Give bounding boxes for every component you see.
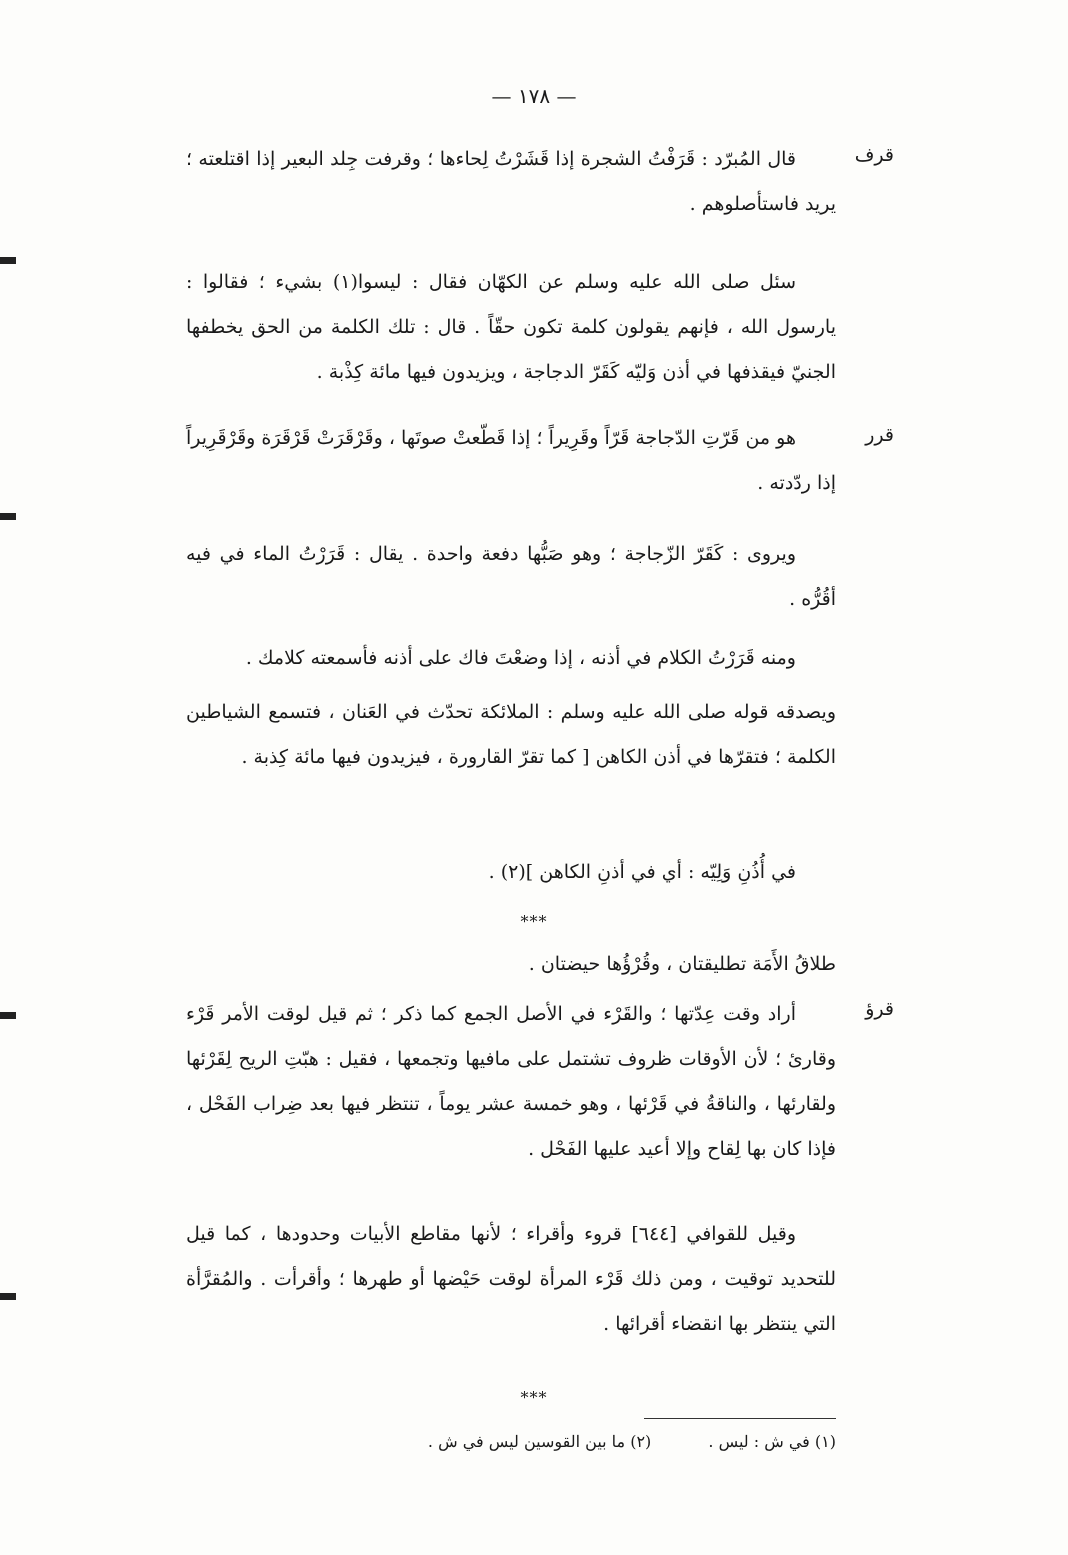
scan-edge-mark (0, 257, 16, 264)
section-separator: *** (520, 912, 548, 931)
paragraph-5: ومنه قَرَرْتُ الكلام في أذنه ، إذا وضعْتَ فاك على أذنه فأسمعته كلامك . (245, 647, 796, 669)
section-separator: *** (520, 1388, 548, 1407)
scan-edge-mark (0, 1293, 16, 1300)
entry-marker-qrr: قرر (865, 424, 894, 446)
paragraph-9: أراد وقت عِدّتها ؛ والقَرْء في الأصل الجمع كما ذكر ؛ ثم قيل لوقت الأمر قَرْء وقارئ ؛ لأن الأوقات ظروف تشتمل على مافيها وتجمعها ، فقيل : هبّتِ الريح لِقَرْئها ولقارئها ، والناقةُ في قَرْئها ، وهو خمسة عشر يوماً ، تنتظر فيها بعد ضِراب الفَحْل ، فإذا كان بها لِقاح وإلا أعيد عليها الفَحْل . (186, 1003, 836, 1160)
paragraph-4: ويروى : كَقَرّ الزّجاجة ؛ وهو صَبُّها دفعة واحدة . يقال : قَرَرْتُ الماء في فيه أقُرُّه . (186, 543, 836, 610)
paragraph-2: سئل صلى الله عليه وسلم عن الكهّان فقال : ليسوا(١) بشيء ؛ فقالوا : يارسول الله ، فإنهم يقولون كلمة تكون حقّاً . قال : تلك الكلمة من الحق يخطفها الجنيّ فيقذفها في أذن وَليّه كَقَرّ الدجاجة ، ويزيدون فيها مائة كِذْبة . (186, 271, 836, 383)
paragraph-10: وقيل للقوافي [٦٤٤] قروء وأقراء ؛ لأنها مقاطع الأبيات وحدودها ، كما قيل للتحديد توقيت ، ومن ذلك قَرْء المرأة لوقت حَيْضها أو طهرها ؛ وأقرأت . والمُقرَّأة التي ينتظر بها انقضاء أقرائها . (186, 1223, 836, 1335)
paragraph-7: في أُذُنِ وَلِيّه : أي في أذنِ الكاهن ](٢) . (488, 861, 796, 883)
paragraph-8: طلاقُ الأَمَة تطليقتان ، وقُرْؤُها حيضتان . (528, 953, 836, 975)
entry-marker-qr: قرؤ (865, 998, 894, 1020)
scan-edge-mark (0, 1012, 16, 1019)
footnote-rule (644, 1418, 836, 1419)
footnote-1: (١) في ش : ليس . (708, 1432, 836, 1451)
paragraph-3: هو من قَرّتِ الدّجاجة قَرّاً وقَرِيراً ؛ إذا قَطّعتْ صوتَها ، وقَرْقَرَتْ قَرْقَرَة وقَرْقَرِيراً إذا ردّدته . (186, 427, 836, 494)
footnotes (186, 1432, 836, 1451)
entry-marker-qrf: قرف (854, 144, 894, 166)
footnote-2: (٢) ما بين القوسين ليس في ش . (427, 1432, 652, 1451)
scan-edge-mark (0, 513, 16, 520)
paragraph-6: ويصدقه قوله صلى الله عليه وسلم : الملائكة تحدّث في العَنان ، فتسمع الشياطين الكلمة ؛ فتقرّها في أذن الكاهن [ كما تقرّ القارورة ، فيزيدون فيها مائة كِذبة . (186, 701, 836, 768)
page-number: — ١٧٨ — (491, 84, 577, 108)
paragraph-1: قال المُبرّد : قَرَفْتُ الشجرة إذا قَشَرْتُ لِحاءها ؛ وقرفت جِلد البعير إذا اقتلعته ؛ يريد فاستأصلوهم . (186, 148, 836, 215)
